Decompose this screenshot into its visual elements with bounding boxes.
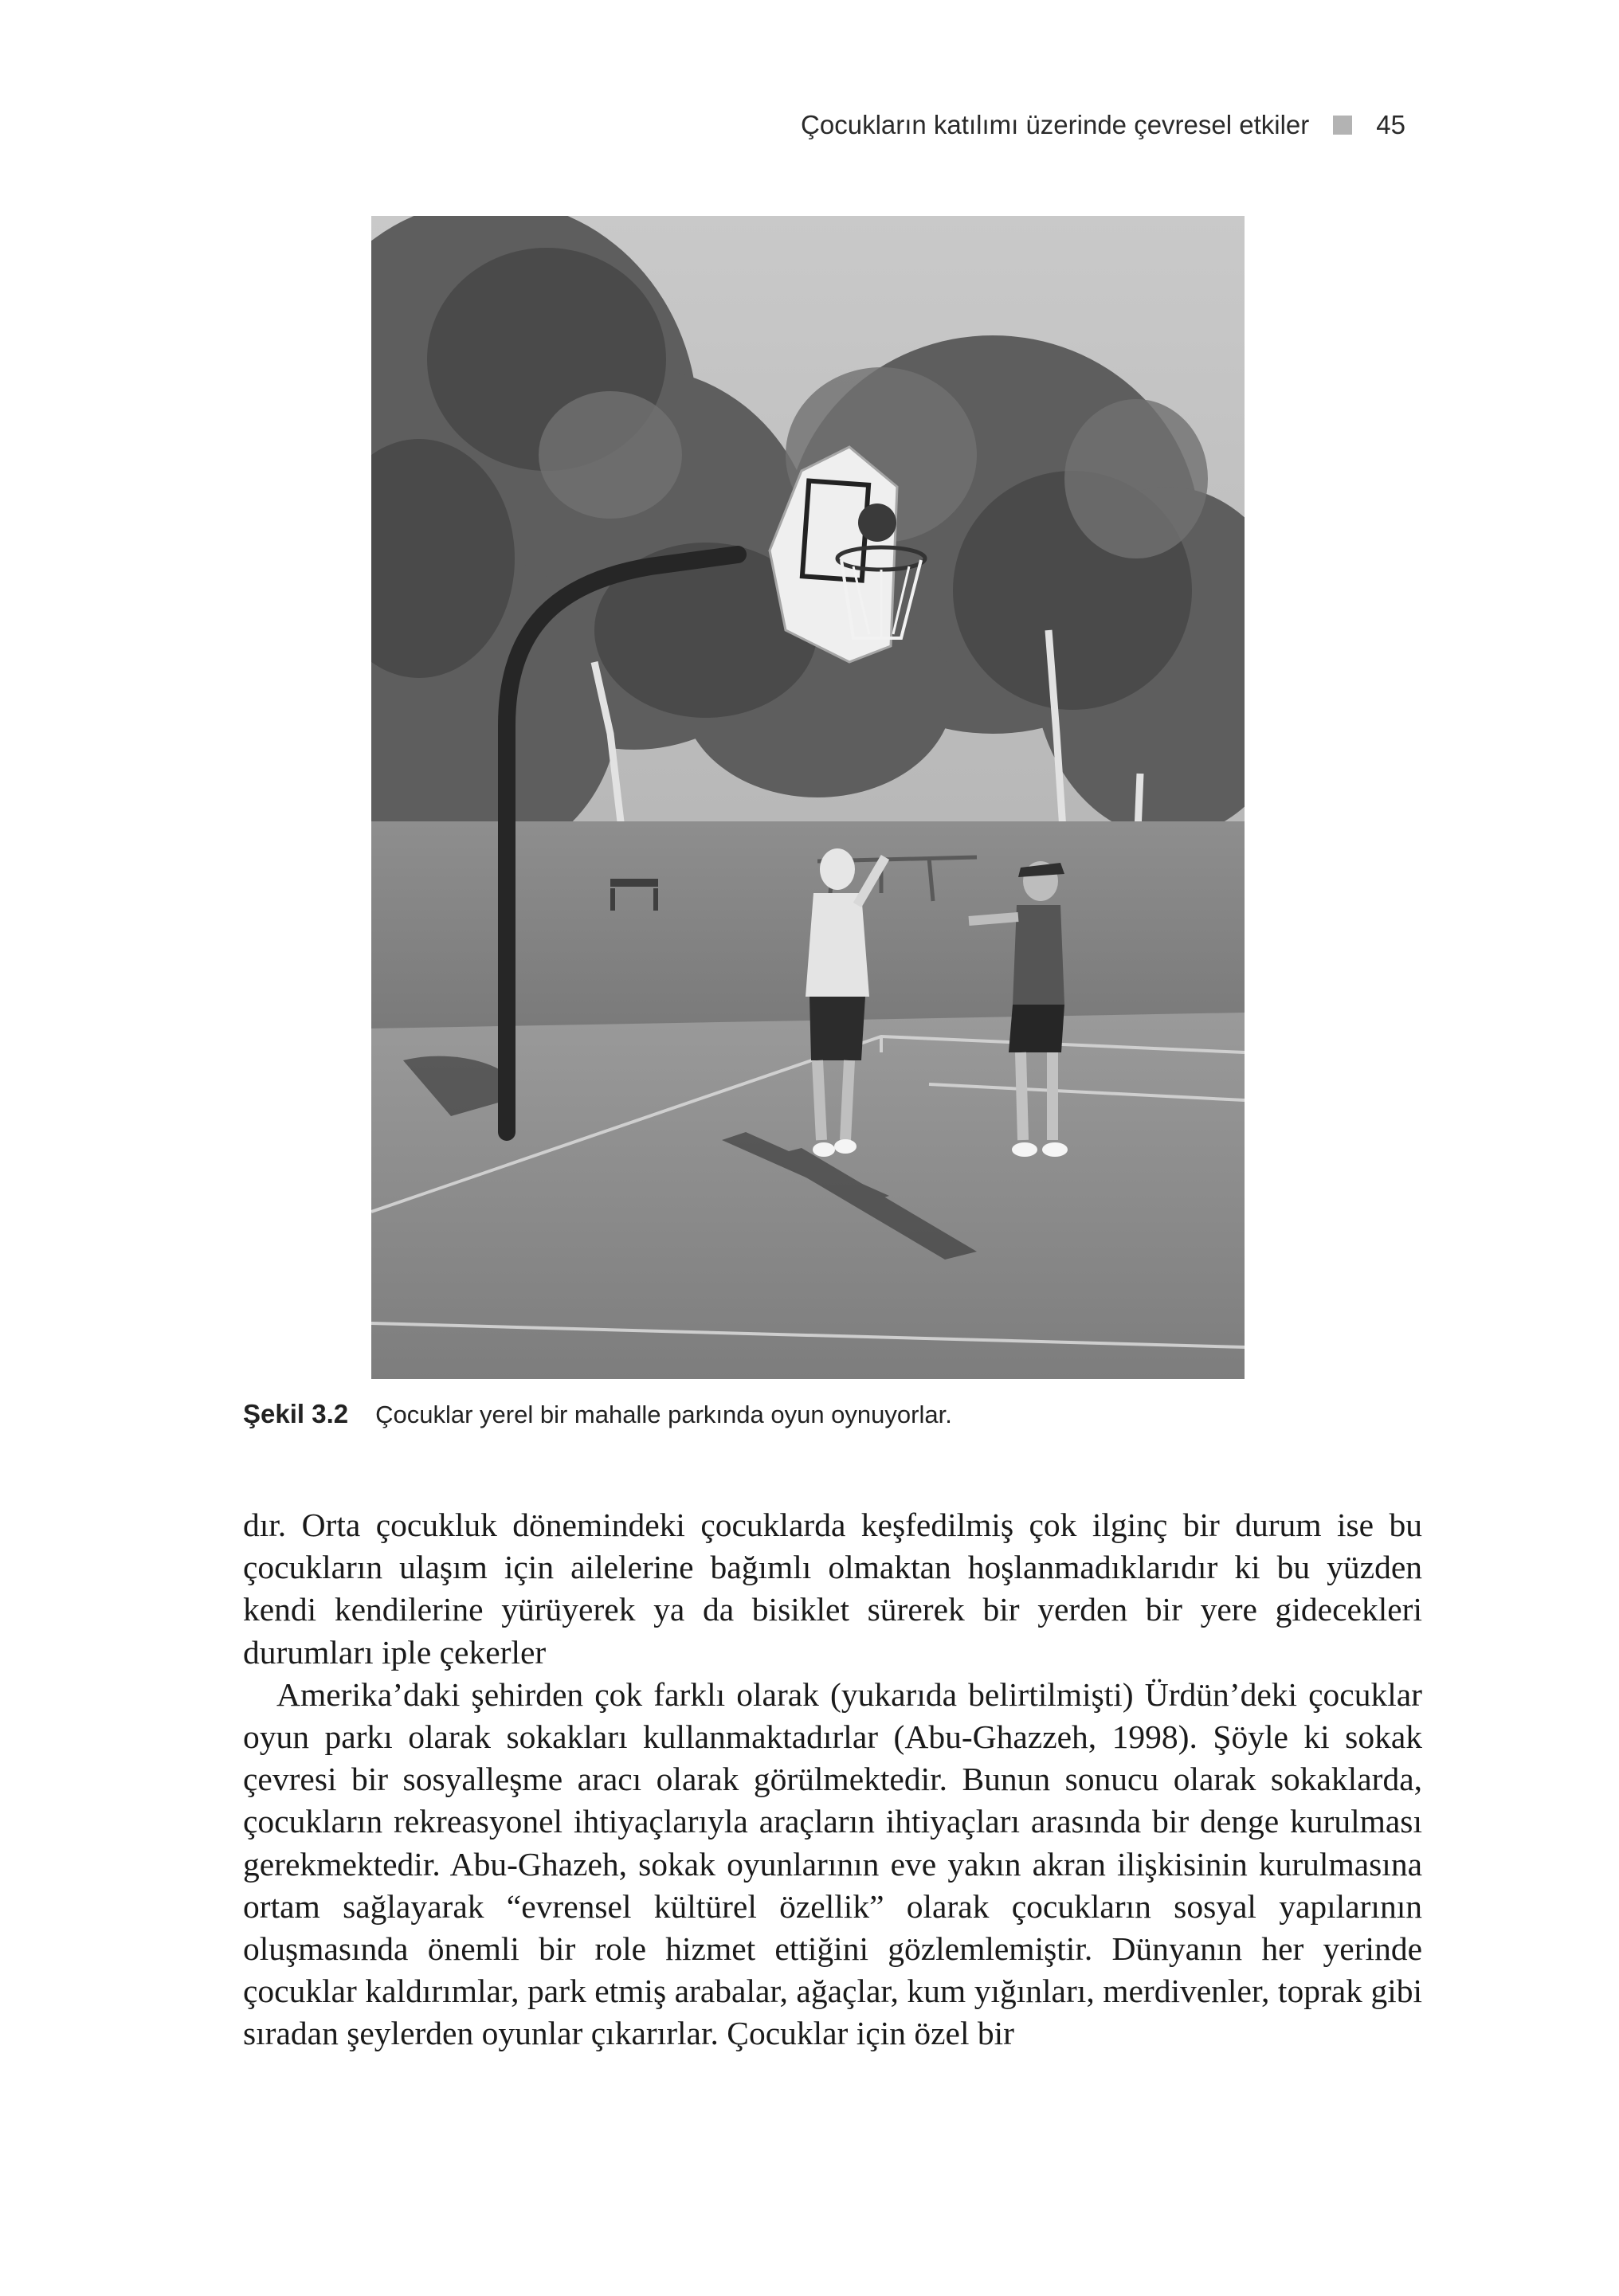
- figure-label: Şekil 3.2: [243, 1399, 349, 1428]
- figure-photo-basketball-park: [371, 216, 1245, 1379]
- running-title: Çocukların katılımı üzerinde çevresel etkiler: [801, 110, 1310, 139]
- header-square-ornament: [1333, 116, 1352, 135]
- figure-caption: [243, 1399, 952, 1429]
- paragraph-1: dır. Orta çocukluk dönemindeki çocuklarda keşfedilmiş çok ilginç bir durum ise bu çocukların ulaşım için ailelerine bağımlı olmaktan hoşlanmadıklarıdır ki bu yüzden kendi kendilerine yürüyerek ya da bisiklet sürerek bir yerden bir yere gidecekleri durumları iple çekerler: [243, 1507, 1422, 1671]
- paragraph-2: Amerika’daki şehirden çok farklı olarak (yukarıda belirtilmişti) Ürdün’deki çocuklar oyun parkı olarak sokakları kullanmaktadırlar (Abu-Ghazzeh, 1998). Şöyle ki sokak çevresi bir sosyalleşme aracı olarak görülmektedir. Bunun sonucu olarak sokaklarda, çocukların rekreasyonel ihtiyaçlarıyla araçların ihtiyaçları arasında bir denge kurulması gerekmektedir. Abu-Ghazeh, sokak oyunlarının eve yakın akran ilişkisinin kurulmasına ortam sağlayarak “evrensel kültürel özellik” olarak çocukların sosyal yapılarının oluşmasında önemli bir role hizmet ettiğini gözlemlemiştir. Dünyanın her yerinde çocuklar kaldırımlar, park etmiş arabalar, ağaçlar, kum yığınları, merdivenler, toprak gibi sıradan şeylerden oyunlar çıkarırlar. Çocuklar için özel bir: [243, 1675, 1422, 2052]
- body-text: [243, 1504, 1422, 2055]
- figure-caption-text: Çocuklar yerel bir mahalle parkında oyun oynuyorlar.: [375, 1401, 952, 1428]
- running-header: [801, 110, 1405, 140]
- page-number: 45: [1376, 110, 1405, 139]
